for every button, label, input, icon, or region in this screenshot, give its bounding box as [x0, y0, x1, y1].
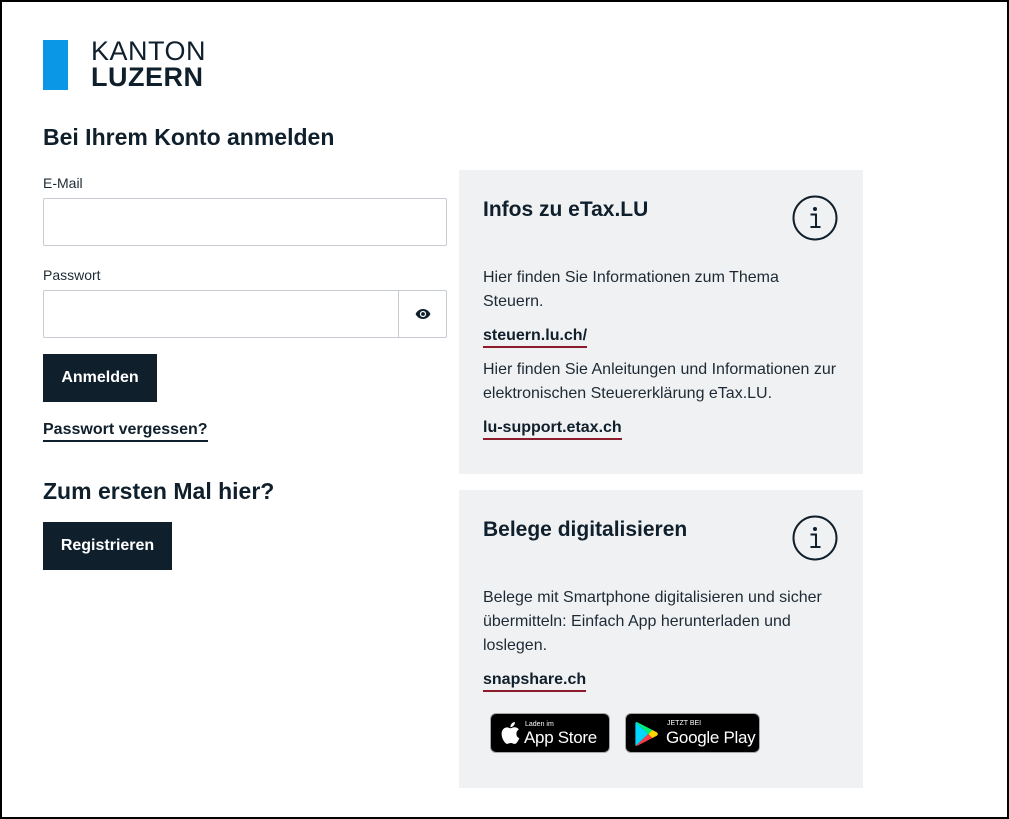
logo-line-2: LUZERN	[91, 62, 204, 92]
register-button[interactable]: Registrieren	[43, 522, 172, 570]
steuern-link[interactable]: steuern.lu.ch/	[483, 327, 587, 348]
password-input[interactable]	[43, 290, 399, 338]
google-play-badge[interactable]	[625, 713, 760, 753]
etax-support-link[interactable]: lu-support.etax.ch	[483, 419, 622, 440]
belege-card-text: Belege mit Smartphone digitalisieren und sicher übermitteln: Einfach App herunterladen und loslegen.	[483, 589, 822, 654]
info-card-title: Infos zu eTax.LU	[483, 198, 649, 221]
logo-text	[91, 38, 206, 90]
info-icon	[792, 515, 838, 561]
login-button[interactable]: Anmelden	[43, 354, 157, 402]
show-password-button[interactable]	[398, 290, 447, 338]
forgot-password-link[interactable]: Passwort vergessen?	[43, 421, 208, 442]
info-icon	[792, 195, 838, 241]
app-store-small-text: Laden im	[525, 721, 554, 728]
logo-line-1: KANTON	[91, 36, 207, 66]
app-store-badge[interactable]	[490, 713, 610, 753]
google-play-big-text: Google Play	[666, 728, 756, 747]
first-time-title: Zum ersten Mal hier?	[43, 478, 275, 504]
google-play-small-text: JETZT BEI	[667, 720, 702, 727]
apple-icon	[500, 721, 520, 745]
password-label: Passwort	[43, 267, 101, 283]
logo-bar	[43, 40, 68, 90]
info-card-text-1: Hier finden Sie Informationen zum Thema Steuern.	[483, 269, 779, 310]
login-title: Bei Ihrem Konto anmelden	[43, 124, 335, 150]
info-card-text-2: Hier finden Sie Anleitungen und Informationen zur elektronischen Steuererklärung eTax.LU.	[483, 361, 837, 402]
email-label: E-Mail	[43, 175, 83, 191]
belege-card-title: Belege digitalisieren	[483, 518, 688, 541]
eye-icon	[415, 308, 431, 320]
snapshare-link[interactable]: snapshare.ch	[483, 671, 586, 692]
google-play-icon	[635, 721, 659, 747]
belege-card	[459, 490, 863, 788]
info-card	[459, 170, 863, 474]
email-input[interactable]	[43, 198, 447, 246]
app-store-big-text: App Store	[524, 728, 597, 747]
